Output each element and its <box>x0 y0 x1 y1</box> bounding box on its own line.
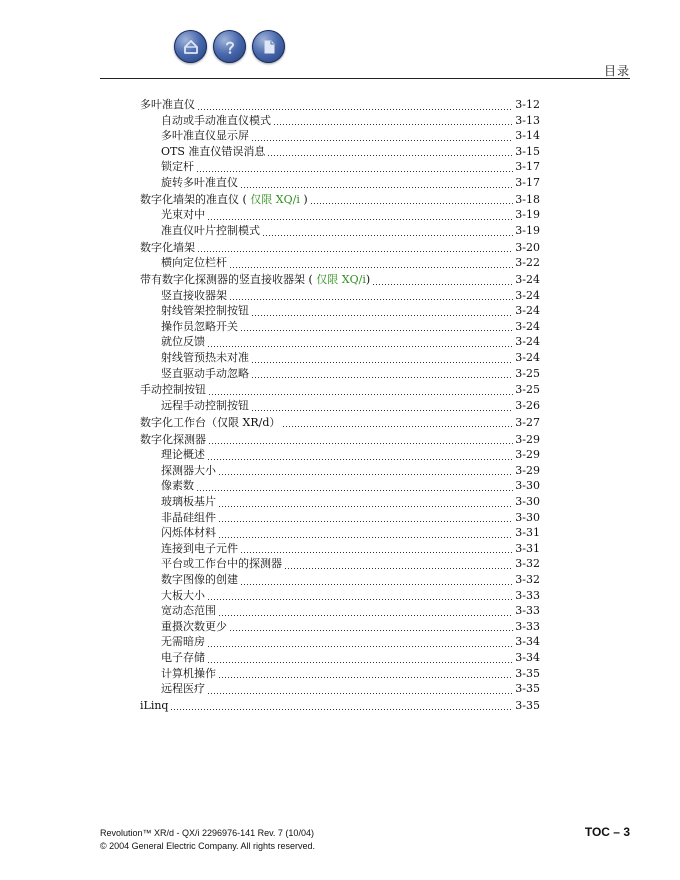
toc-entry-title <box>161 288 227 304</box>
toc-entry-title <box>161 494 216 510</box>
dot-leader <box>229 267 513 268</box>
toc-entry-page: 3-33 <box>515 604 540 618</box>
toc-entry-title <box>140 415 280 431</box>
toc-entry-title <box>161 619 227 635</box>
dot-leader <box>207 693 513 694</box>
toc-entry-page: 3-12 <box>515 98 540 111</box>
toc-entry[interactable] <box>140 240 540 256</box>
toc-entry-page: 3-20 <box>515 240 540 254</box>
toc-entry-title <box>161 128 249 144</box>
toc-entry-page: 3-33 <box>515 619 540 633</box>
toc-entry-title <box>161 588 205 604</box>
toc-entry-title-text: 竖直驱动手动忽略 <box>161 366 249 380</box>
toc-entry[interactable] <box>140 288 540 304</box>
toc-entry-title-text: 就位反馈 <box>161 335 205 349</box>
dot-leader <box>197 109 513 110</box>
toc-entry-title-text: 宽动态范围 <box>161 604 216 618</box>
toc-entry-page: 3-24 <box>515 288 540 302</box>
toc-entry[interactable] <box>140 510 540 526</box>
toc-entry-page: 3-31 <box>515 541 540 555</box>
toc-entry-title <box>140 240 195 256</box>
toc-entry-page: 3-25 <box>515 383 540 397</box>
toc-entry[interactable] <box>140 255 540 271</box>
dot-leader <box>240 187 513 188</box>
toc-entry-page: 3-17 <box>515 160 540 174</box>
toc-entry-title-text: 操作员忽略开关 <box>161 319 238 333</box>
dot-leader <box>251 410 513 411</box>
toc-entry-title-text: 重摄次数更少 <box>161 619 227 633</box>
toc-entry-title-text: 无需暗房 <box>161 635 205 649</box>
dot-leader <box>207 662 513 663</box>
toc-entry-title-text: 带有数字化探测器的竖直接收器架 ( <box>140 273 317 287</box>
dot-leader <box>251 377 513 378</box>
toc-entry[interactable] <box>140 698 540 714</box>
toc-entry-page: 3-31 <box>515 526 540 540</box>
toc-entry-title <box>161 144 265 160</box>
toc-entry-page: 3-15 <box>515 144 540 158</box>
dot-leader <box>196 490 513 491</box>
toc-entry-suffix: ) <box>365 273 371 287</box>
toc-entry-title <box>161 681 205 697</box>
dot-leader <box>251 315 513 316</box>
toc-entry[interactable] <box>140 447 540 463</box>
toc-entry-title <box>140 97 195 113</box>
toc-entry-title-text: 光束对中 <box>161 208 205 222</box>
toc-entry[interactable] <box>140 207 540 223</box>
toc-entry[interactable] <box>140 494 540 510</box>
toc-entry-title <box>161 650 205 666</box>
dot-leader <box>282 426 513 427</box>
toc-entry[interactable] <box>140 128 540 144</box>
toc-entry[interactable] <box>140 303 540 319</box>
toc-entry[interactable] <box>140 415 540 431</box>
table-of-contents <box>140 97 540 713</box>
dot-leader <box>240 552 513 553</box>
toc-entry-title-text: 竖直接收器架 <box>161 288 227 302</box>
toc-entry[interactable] <box>140 398 540 414</box>
toc-entry[interactable] <box>140 350 540 366</box>
toc-entry[interactable] <box>140 603 540 619</box>
toc-entry-page: 3-30 <box>515 510 540 524</box>
toc-entry[interactable] <box>140 650 540 666</box>
toc-entry-page: 3-35 <box>515 698 540 712</box>
dot-leader <box>170 709 513 710</box>
dot-leader <box>208 443 513 444</box>
toc-entry[interactable] <box>140 541 540 557</box>
toc-entry-title <box>161 478 194 494</box>
toc-entry[interactable] <box>140 144 540 160</box>
toc-entry-page: 3-30 <box>515 479 540 493</box>
footer-page-label: TOC – 3 <box>584 825 630 839</box>
toc-entry-title <box>161 223 260 239</box>
toc-entry-title-text: 数字化工作台（仅限 XR/d） <box>140 415 281 429</box>
dot-leader <box>273 124 513 125</box>
toc-entry[interactable] <box>140 478 540 494</box>
toc-entry-title-text: 闪烁体材料 <box>161 526 216 540</box>
toc-entry[interactable] <box>140 334 540 350</box>
dot-leader <box>218 474 513 475</box>
toc-entry-page: 3-13 <box>515 113 540 127</box>
toc-entry-page: 3-18 <box>515 192 540 206</box>
toc-entry-suffix: ) <box>299 192 308 206</box>
toc-entry-title <box>161 113 271 129</box>
toc-entry[interactable] <box>140 272 540 288</box>
toc-entry-title <box>161 525 216 541</box>
toc-entry-title-text: OTS 准直仪错误消息 <box>161 144 266 158</box>
toc-entry-title <box>161 556 282 572</box>
toc-entry-title <box>140 698 168 714</box>
toc-entry-title-text: 理论概述 <box>161 448 205 462</box>
toc-entry[interactable] <box>140 113 540 129</box>
toc-entry[interactable] <box>140 97 540 113</box>
home-icon[interactable] <box>174 30 207 63</box>
dot-leader <box>284 568 513 569</box>
toc-entry-title <box>161 447 205 463</box>
footer-product-line: Revolution™ XR/d - QX/i 2296976-141 Rev. 7 (10/04) <box>100 828 314 838</box>
toc-entry-page: 3-27 <box>515 415 540 429</box>
toc-entry-title <box>140 192 308 208</box>
toc-entry-page: 3-14 <box>515 129 540 143</box>
toc-entry-title <box>161 350 249 366</box>
toc-entry[interactable] <box>140 175 540 191</box>
document-icon[interactable] <box>252 30 285 63</box>
toc-entry[interactable] <box>140 556 540 572</box>
toc-entry[interactable] <box>140 463 540 479</box>
dot-leader <box>218 537 513 538</box>
toc-entry-title <box>161 366 249 382</box>
toc-entry[interactable] <box>140 634 540 650</box>
toc-entry-title-text: 探测器大小 <box>161 463 216 477</box>
toc-entry-title <box>161 541 238 557</box>
toc-entry-page: 3-19 <box>515 208 540 222</box>
toc-entry-page: 3-17 <box>515 175 540 189</box>
toc-entry-title-text: 电子存储 <box>161 650 205 664</box>
toc-entry-title-text: 自动或手动准直仪模式 <box>161 113 271 127</box>
dot-leader <box>372 284 513 285</box>
header-divider <box>100 78 630 79</box>
dot-leader <box>207 459 513 460</box>
toc-entry[interactable] <box>140 432 540 448</box>
toc-entry-title-text: 准直仪叶片控制模式 <box>161 223 260 237</box>
dot-leader <box>207 346 513 347</box>
dot-leader <box>207 599 513 600</box>
toc-entry-page: 3-29 <box>515 463 540 477</box>
toc-entry[interactable] <box>140 681 540 697</box>
toc-entry-title-text: 手动控制按钮 <box>140 383 206 397</box>
toc-entry-title-text: 数字化探测器 <box>140 432 206 446</box>
toc-entry-title <box>161 207 205 223</box>
toc-entry[interactable] <box>140 525 540 541</box>
toc-entry-title-text: 射线管预热未对准 <box>161 351 249 365</box>
toc-entry-page: 3-26 <box>515 399 540 413</box>
toc-entry-title-text: 连接到电子元件 <box>161 541 238 555</box>
toc-entry-page: 3-25 <box>515 366 540 380</box>
dot-leader <box>196 171 513 172</box>
toc-entry-title-text: 玻璃板基片 <box>161 494 216 508</box>
toc-entry-title <box>140 382 206 398</box>
dot-leader <box>251 140 513 141</box>
footer-info <box>100 827 315 853</box>
dot-leader <box>229 299 513 300</box>
toc-entry-highlight: 仅限 XQ/i <box>316 273 366 287</box>
toc-entry-title <box>161 398 249 414</box>
dot-leader <box>251 362 513 363</box>
toc-entry-page: 3-30 <box>515 494 540 508</box>
nav-toolbar <box>174 30 285 66</box>
toc-entry-page: 3-35 <box>515 666 540 680</box>
toc-entry-title <box>161 666 216 682</box>
toc-entry[interactable] <box>140 192 540 208</box>
dot-leader <box>240 584 513 585</box>
toc-entry[interactable] <box>140 588 540 604</box>
dot-leader <box>197 251 513 252</box>
dot-leader <box>208 394 513 395</box>
dot-leader <box>218 615 513 616</box>
toc-entry-page: 3-32 <box>515 557 540 571</box>
toc-entry-title-text: 平台或工作台中的探测器 <box>161 557 282 571</box>
dot-leader <box>262 235 513 236</box>
toc-entry[interactable] <box>140 223 540 239</box>
dot-leader <box>218 677 513 678</box>
toc-entry[interactable] <box>140 666 540 682</box>
toc-entry-title <box>161 572 238 588</box>
toc-entry-page: 3-34 <box>515 650 540 664</box>
toc-entry-page: 3-19 <box>515 223 540 237</box>
toc-entry-page: 3-22 <box>515 256 540 270</box>
toc-entry-highlight: 仅限 XQ/i <box>250 192 300 206</box>
toc-entry[interactable] <box>140 572 540 588</box>
footer-copyright: © 2004 General Electric Company. All rights reserved. <box>100 841 316 851</box>
toc-entry-title <box>140 272 370 288</box>
toc-entry-page: 3-24 <box>515 351 540 365</box>
toc-entry-title-text: 数字图像的创建 <box>161 572 238 586</box>
toc-entry-page: 3-33 <box>515 588 540 602</box>
toc-entry-title <box>161 255 227 271</box>
toc-entry-title-text: 远程手动控制按钮 <box>161 399 249 413</box>
page-title: 目录 <box>603 64 630 78</box>
toc-entry-page: 3-24 <box>515 273 540 287</box>
toc-entry-title <box>161 463 216 479</box>
toc-entry-page: 3-34 <box>515 635 540 649</box>
toc-entry-title <box>161 603 216 619</box>
dot-leader <box>207 646 513 647</box>
toc-entry-title <box>161 634 205 650</box>
dot-leader <box>218 506 513 507</box>
toc-entry-title-text: 数字化墙架 <box>140 240 195 254</box>
toc-entry-title-text: 计算机操作 <box>161 666 216 680</box>
toc-entry-title-text: 非晶硅组件 <box>161 510 216 524</box>
toc-entry-title <box>161 159 194 175</box>
toc-entry[interactable] <box>140 382 540 398</box>
toc-entry-title-text: 旋转多叶准直仪 <box>161 175 238 189</box>
toc-entry-page: 3-24 <box>515 335 540 349</box>
toc-entry-title <box>161 175 238 191</box>
toc-entry-page: 3-24 <box>515 319 540 333</box>
toc-entry-title <box>161 319 238 335</box>
toc-entry-title-text: 多叶准直仪 <box>140 98 195 111</box>
toc-entry-page: 3-35 <box>515 682 540 696</box>
toc-entry-page: 3-32 <box>515 572 540 586</box>
toc-entry[interactable] <box>140 619 540 635</box>
toc-entry-title-text: iLinq <box>140 698 169 712</box>
help-icon[interactable] <box>213 30 246 63</box>
toc-entry-title-text: 远程医疗 <box>161 682 205 696</box>
dot-leader <box>229 630 513 631</box>
toc-entry-title-text: 横向定位栏杆 <box>161 256 227 270</box>
toc-entry[interactable] <box>140 159 540 175</box>
toc-entry-page: 3-29 <box>515 432 540 446</box>
toc-entry-title-text: 多叶准直仪显示屏 <box>161 129 249 143</box>
toc-entry-title-text: 大板大小 <box>161 588 205 602</box>
dot-leader <box>240 330 513 331</box>
dot-leader <box>310 203 514 204</box>
toc-entry-title <box>161 510 216 526</box>
toc-entry[interactable] <box>140 319 540 335</box>
dot-leader <box>218 521 513 522</box>
toc-entry-title-text: 锁定杆 <box>161 160 194 174</box>
toc-entry[interactable] <box>140 366 540 382</box>
toc-entry-title-text: 数字化墙架的准直仪 ( <box>140 192 251 206</box>
toc-entry-title <box>161 303 249 319</box>
dot-leader <box>267 155 513 156</box>
dot-leader <box>207 219 513 220</box>
toc-entry-title-text: 射线管架控制按钮 <box>161 304 249 318</box>
toc-entry-title <box>140 432 206 448</box>
toc-entry-page: 3-24 <box>515 304 540 318</box>
toc-entry-title <box>161 334 205 350</box>
toc-entry-page: 3-29 <box>515 448 540 462</box>
toc-entry-title-text: 像素数 <box>161 479 194 493</box>
